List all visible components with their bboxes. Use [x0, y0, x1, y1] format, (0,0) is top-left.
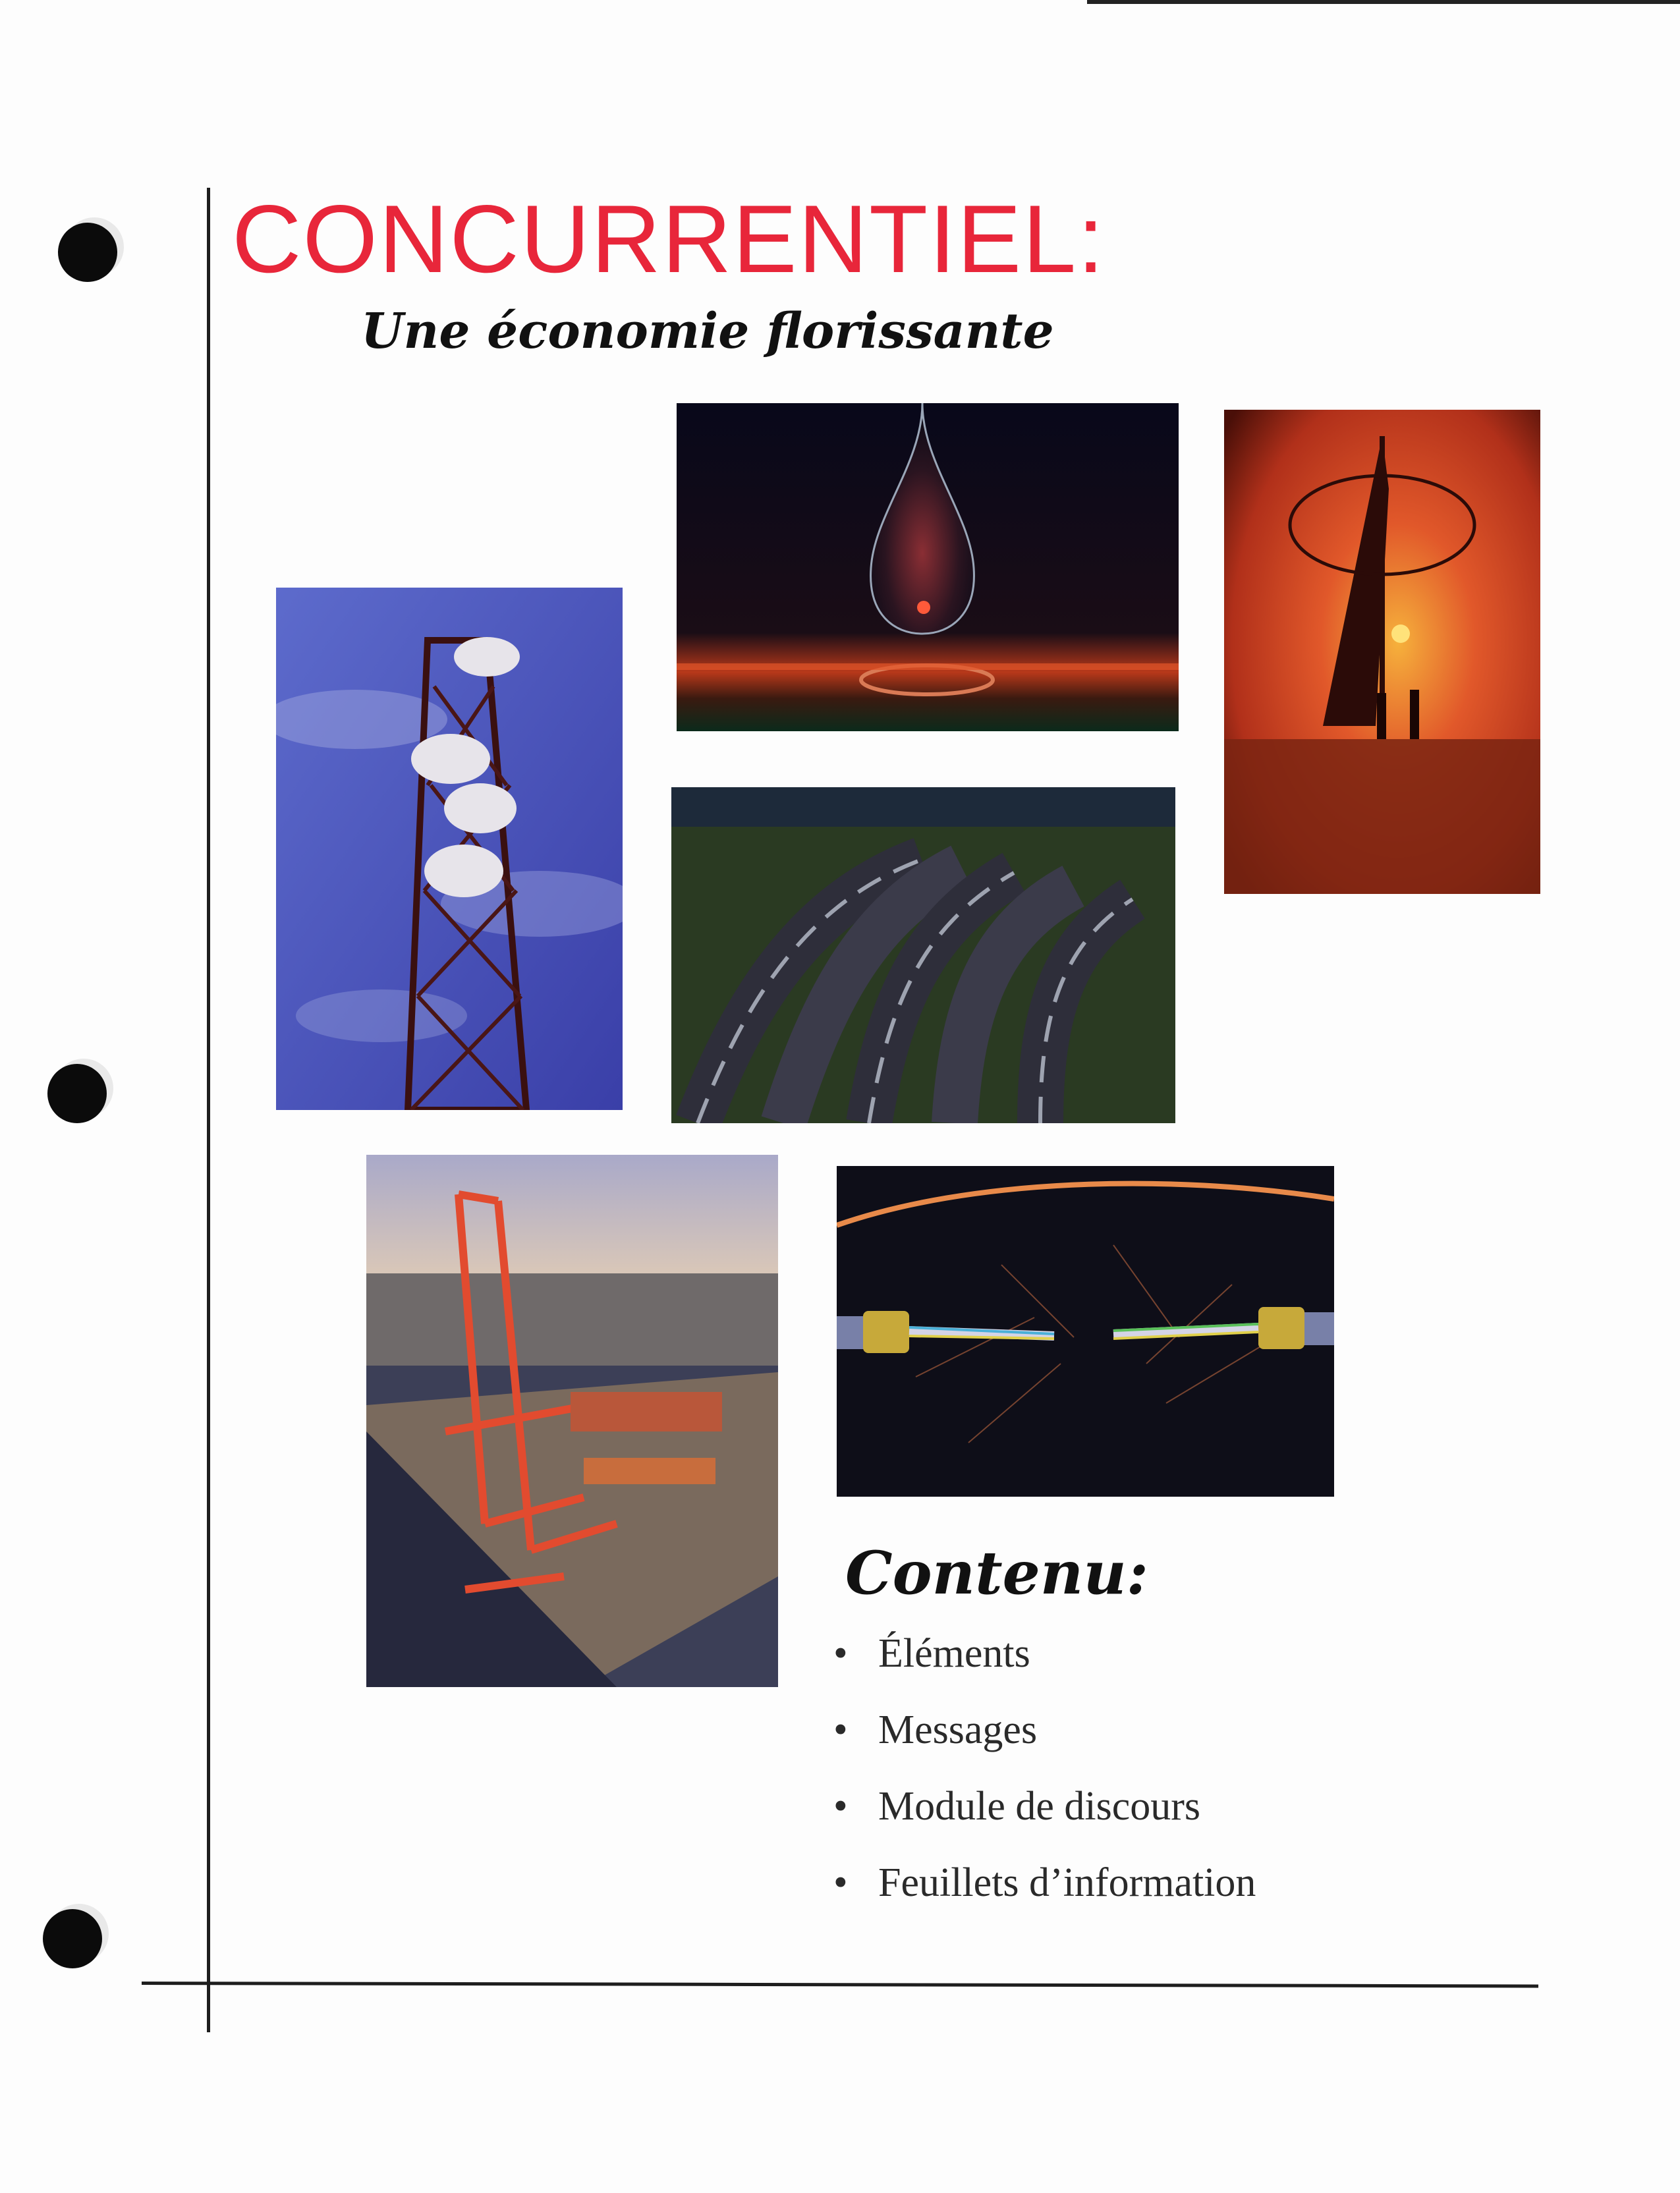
water-droplet-icon [677, 403, 1179, 731]
list-item [833, 1780, 1256, 1856]
bullet-icon: • [833, 1784, 848, 1829]
photo-water-droplet [677, 403, 1179, 731]
list-item-label: Module de discours [878, 1784, 1201, 1829]
list-item [833, 1704, 1256, 1780]
telecom-tower-icon [276, 588, 623, 1110]
list-item-label: Feuillets d’information [878, 1860, 1256, 1905]
photo-telecom-tower [276, 588, 623, 1110]
binder-hole-middle [47, 1064, 107, 1123]
bullet-icon: • [833, 1860, 848, 1905]
bullet-icon: • [833, 1707, 848, 1752]
list-item-label: Messages [878, 1707, 1038, 1752]
page-top-edge [1087, 0, 1680, 4]
left-margin-rule [207, 188, 210, 2032]
list-item-label: Éléments [878, 1631, 1030, 1676]
contents-heading: Contenu: [845, 1538, 1149, 1608]
photo-port-cranes [366, 1155, 778, 1687]
page-title: CONCURRENTIEL: [232, 185, 1106, 292]
crane-icon [366, 1155, 778, 1687]
bullet-icon: • [833, 1631, 848, 1676]
bottom-rule [142, 1982, 1538, 1987]
photo-freight-trains [671, 787, 1175, 1123]
binder-hole-bottom [43, 1909, 102, 1968]
photo-power-pylon-silhouettes [1224, 410, 1540, 894]
power-pylon-icon [1224, 410, 1540, 894]
page-subtitle: Une économie florissante [361, 303, 1054, 360]
fiber-cable-icon [837, 1166, 1334, 1497]
contents-list [833, 1627, 1256, 1933]
list-item [833, 1856, 1256, 1933]
list-item [833, 1627, 1256, 1704]
photo-fiber-optic-cables [837, 1166, 1334, 1497]
train-icon [671, 787, 1175, 1123]
binder-hole-top [58, 223, 117, 282]
